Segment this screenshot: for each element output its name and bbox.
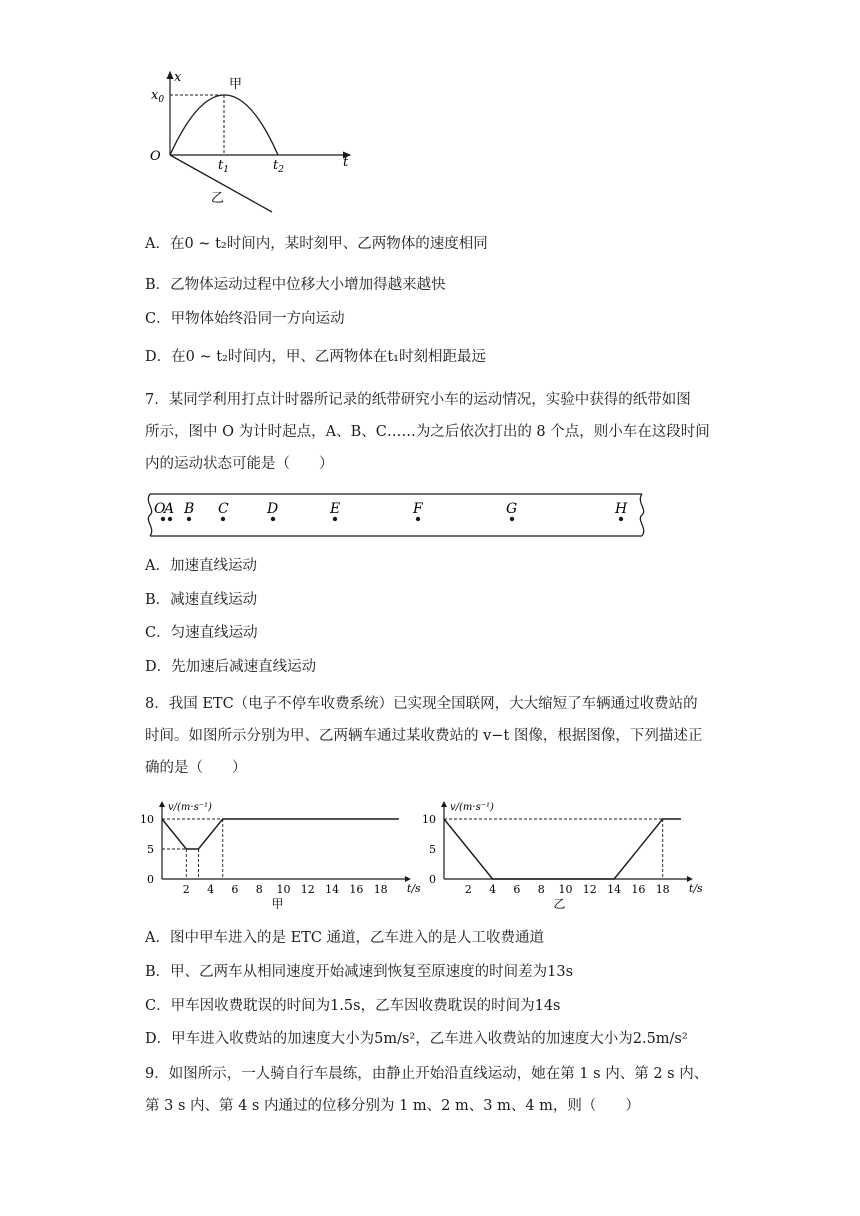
q7-option-d: D．先加速后减速直线运动 xyxy=(145,659,317,675)
q8-jia-xtick-label: 8 xyxy=(255,883,263,896)
tape-dot-a xyxy=(168,517,172,521)
q7-paper-tape xyxy=(142,488,652,546)
q7-stem-line: 7．某同学利用打点计时器所记录的纸带研究小车的运动情况，实验中获得的纸带如图 xyxy=(145,392,691,408)
tape-label-h: H xyxy=(615,501,628,517)
q6-option-c: C．甲物体始终沿同一方向运动 xyxy=(145,311,345,327)
tape-dot-o xyxy=(161,517,165,521)
q6-option-b: B．乙物体运动过程中位移大小增加得越来越快 xyxy=(145,277,446,293)
q8-yi-ylabel: v/(m·s⁻¹) xyxy=(450,802,494,813)
q8-yi-xtick-label: 12 xyxy=(582,883,597,896)
q8-yi-xtick-label: 6 xyxy=(513,883,521,896)
tape-label-b: B xyxy=(184,501,195,517)
q8-yi-xtick-label: 4 xyxy=(489,883,497,896)
x0-label: $x_0$ xyxy=(151,88,165,105)
q8-yi-y-arrow xyxy=(441,801,447,807)
tape-dot-b xyxy=(187,517,191,521)
q8-jia-ytick-label: 10 xyxy=(140,813,154,826)
q8-yi-xtick-label: 10 xyxy=(558,883,573,896)
q8-option-c: C．甲车因收费耽误的时间为1.5s，乙车因收费耽误的时间为14s xyxy=(145,998,561,1014)
tape-dot-g xyxy=(510,517,514,521)
q8-jia-xtick-label: 10 xyxy=(276,883,291,896)
origin-label: O xyxy=(150,149,161,164)
q8-yi-ytick-label: 5 xyxy=(429,843,436,856)
q8-yi-ytick-label: 10 xyxy=(422,813,436,826)
tape-left-tear xyxy=(148,494,151,536)
q8-jia-xlabel: t/s xyxy=(406,882,421,895)
t2-label: $t_2$ xyxy=(273,158,284,175)
tape-right-tear xyxy=(640,494,643,536)
q8-option-a: A．图中甲车进入的是 ETC 通道，乙车进入的是人工收费通道 xyxy=(145,930,545,946)
q8-yi-xtick-label: 16 xyxy=(631,883,646,896)
q8-jia-y-arrow xyxy=(159,801,165,807)
tape-label-e: E xyxy=(330,501,341,517)
q7-option-c: C．匀速直线运动 xyxy=(145,625,258,641)
tape-label-d: D xyxy=(267,501,279,517)
q8-option-b: B．甲、乙两车从相同速度开始减速到恢复至原速度的时间差为13s xyxy=(145,964,574,980)
q7-stem-line: 内的运动状态可能是（ ） xyxy=(145,456,334,472)
tape-dot-h xyxy=(619,517,623,521)
q8-jia-ytick-label: 0 xyxy=(147,873,154,886)
tape-dot-c xyxy=(221,517,225,521)
q8-yi-xtick-label: 8 xyxy=(537,883,545,896)
q8-yi-title: 乙 xyxy=(553,897,566,911)
q8-jia-xtick-label: 16 xyxy=(349,883,364,896)
tape-dot-f xyxy=(416,517,420,521)
q8-jia-xtick-label: 4 xyxy=(207,883,215,896)
q8-jia-xtick-label: 18 xyxy=(373,883,388,896)
q8-jia-series-line xyxy=(162,819,399,849)
q8-stem xyxy=(145,688,725,784)
q8-stem-line: 8．我国 ETC（电子不停车收费系统）已实现全国联网，大大缩短了车辆通过收费站的 xyxy=(145,696,698,712)
q6-option-d: D．在0 ~ t₂时间内，甲、乙两物体在t₁时刻相距最远 xyxy=(145,349,486,365)
q8-jia-xtick-label: 12 xyxy=(300,883,315,896)
q8-yi-xlabel: t/s xyxy=(688,882,703,895)
t1-label: $t_1$ xyxy=(218,158,229,175)
q8-yi-xtick-label: 2 xyxy=(464,883,472,896)
q9-stem xyxy=(145,1058,725,1122)
q8-yi-series-line xyxy=(444,819,681,879)
x-axis-label: x xyxy=(174,70,182,85)
tape-label-g: G xyxy=(506,501,518,517)
q8-jia-xtick-label: 14 xyxy=(325,883,340,896)
tape-label-f: F xyxy=(413,501,423,517)
q6-option-a: A．在0 ~ t₂时间内，某时刻甲、乙两物体的速度相同 xyxy=(145,236,488,252)
q8-jia-xtick-label: 2 xyxy=(182,883,190,896)
q9-stem-line: 9．如图所示，一人骑自行车晨练，由静止开始沿直线运动，她在第 1 s 内、第 2 s 内、 xyxy=(145,1066,709,1082)
q8-yi-xtick-label: 14 xyxy=(607,883,622,896)
q7-stem xyxy=(145,384,725,480)
q8-jia-ylabel: v/(m·s⁻¹) xyxy=(168,802,212,813)
tape-label-a: A xyxy=(164,501,175,517)
q8-vt-chart-yi xyxy=(420,795,703,913)
q8-stem-line: 确的是（ ） xyxy=(145,760,247,776)
tape-dot-d xyxy=(271,517,275,521)
q8-yi-ytick-label: 0 xyxy=(429,873,436,886)
q6-xt-graph xyxy=(145,66,370,216)
q8-jia-title: 甲 xyxy=(271,897,284,911)
q8-jia-ytick-label: 5 xyxy=(147,843,154,856)
q7-option-a: A．加速直线运动 xyxy=(145,558,257,574)
q8-vt-chart-jia xyxy=(138,795,421,913)
tape-label-o: O xyxy=(154,501,166,517)
tape-label-c: C xyxy=(218,501,229,517)
q8-stem-line: 时间。如图所示分别为甲、乙两辆车通过某收费站的 v−t 图像，根据图像，下列描述正 xyxy=(145,728,703,744)
q8-jia-xtick-label: 6 xyxy=(231,883,239,896)
q8-option-d: D．甲车进入收费站的加速度大小为5m/s²，乙车进入收费站的加速度大小为2.5m/s² xyxy=(145,1031,688,1047)
q9-stem-line: 第 3 s 内、第 4 s 内通过的位移分别为 1 m、2 m、3 m、4 m，则（ ） xyxy=(145,1098,640,1114)
q7-option-b: B．减速直线运动 xyxy=(145,592,258,608)
line-yi-label: 乙 xyxy=(211,191,225,206)
curve-jia-label: 甲 xyxy=(229,77,243,92)
q8-yi-xtick-label: 18 xyxy=(655,883,670,896)
q7-stem-line: 所示，图中 O 为计时起点，A、B、C……为之后依次打出的 8 个点，则小车在这段时间 xyxy=(145,424,710,440)
t-axis-label: t xyxy=(343,155,349,170)
tape-dot-e xyxy=(333,517,337,521)
